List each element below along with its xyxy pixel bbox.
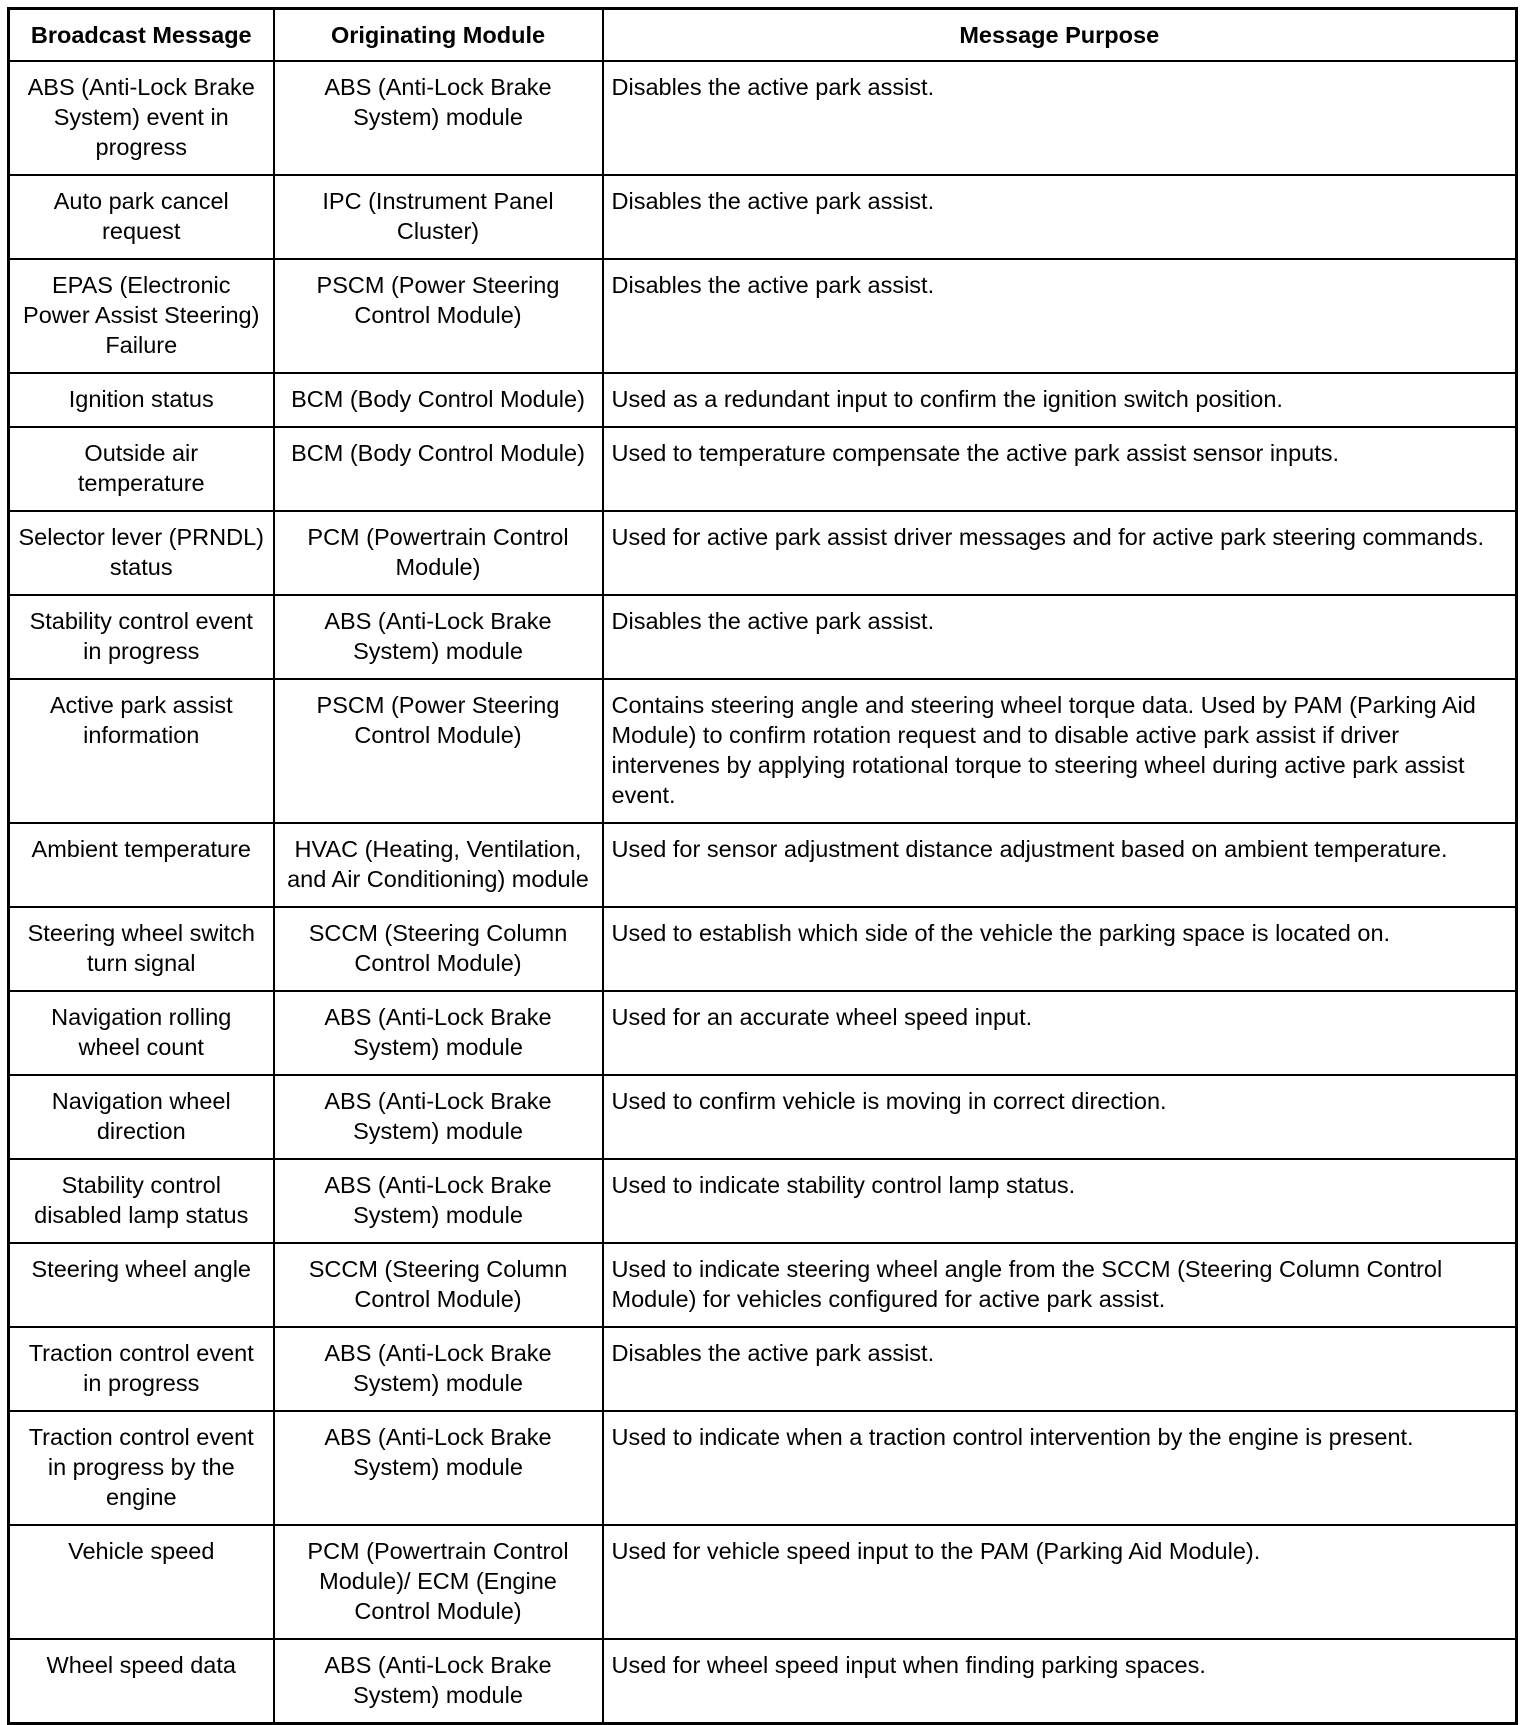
cell-originating-module: ABS (Anti-Lock Brake System) module <box>274 1639 603 1724</box>
cell-message-purpose: Used to temperature compensate the active park assist sensor inputs. <box>603 427 1517 511</box>
cell-message-purpose: Disables the active park assist. <box>603 1327 1517 1411</box>
table-row <box>9 1411 1517 1525</box>
table-row <box>9 1327 1517 1411</box>
cell-message-purpose: Used to indicate stability control lamp status. <box>603 1159 1517 1243</box>
header-message-purpose: Message Purpose <box>603 9 1517 62</box>
cell-broadcast-message: Ignition status <box>9 373 274 427</box>
table-row <box>9 595 1517 679</box>
cell-message-purpose: Contains steering angle and steering wheel torque data. Used by PAM (Parking Aid Module) to confirm rotation request and to disable active park assist if driver intervenes by applying rotational torque to steering wheel during active park assist event. <box>603 679 1517 823</box>
cell-originating-module: PCM (Powertrain Control Module)/ ECM (Engine Control Module) <box>274 1525 603 1639</box>
cell-message-purpose: Used as a redundant input to confirm the ignition switch position. <box>603 373 1517 427</box>
cell-message-purpose: Used for active park assist driver messages and for active park steering commands. <box>603 511 1517 595</box>
table-row <box>9 1075 1517 1159</box>
header-broadcast-message: Broadcast Message <box>9 9 274 62</box>
table-row <box>9 373 1517 427</box>
cell-broadcast-message: Wheel speed data <box>9 1639 274 1724</box>
cell-broadcast-message: Steering wheel angle <box>9 1243 274 1327</box>
table-row <box>9 823 1517 907</box>
header-row <box>9 9 1517 62</box>
table-row <box>9 259 1517 373</box>
table-row <box>9 61 1517 175</box>
cell-message-purpose: Used for sensor adjustment distance adjustment based on ambient temperature. <box>603 823 1517 907</box>
table-header <box>9 9 1517 62</box>
cell-broadcast-message: Traction control event in progress <box>9 1327 274 1411</box>
cell-message-purpose: Disables the active park assist. <box>603 175 1517 259</box>
table-row <box>9 175 1517 259</box>
cell-originating-module: ABS (Anti-Lock Brake System) module <box>274 991 603 1075</box>
cell-broadcast-message: Vehicle speed <box>9 1525 274 1639</box>
cell-originating-module: PSCM (Power Steering Control Module) <box>274 259 603 373</box>
cell-broadcast-message: ABS (Anti-Lock Brake System) event in progress <box>9 61 274 175</box>
table-row <box>9 427 1517 511</box>
cell-broadcast-message: Navigation wheel direction <box>9 1075 274 1159</box>
cell-broadcast-message: Ambient temperature <box>9 823 274 907</box>
cell-message-purpose: Disables the active park assist. <box>603 259 1517 373</box>
cell-originating-module: ABS (Anti-Lock Brake System) module <box>274 1075 603 1159</box>
table-row <box>9 1639 1517 1724</box>
table-body <box>9 61 1517 1724</box>
cell-originating-module: ABS (Anti-Lock Brake System) module <box>274 1159 603 1243</box>
broadcast-message-table <box>7 7 1518 1725</box>
table-row <box>9 991 1517 1075</box>
cell-broadcast-message: Outside air temperature <box>9 427 274 511</box>
cell-broadcast-message: EPAS (Electronic Power Assist Steering) Failure <box>9 259 274 373</box>
cell-originating-module: SCCM (Steering Column Control Module) <box>274 907 603 991</box>
cell-message-purpose: Used to establish which side of the vehicle the parking space is located on. <box>603 907 1517 991</box>
cell-message-purpose: Used for wheel speed input when finding parking spaces. <box>603 1639 1517 1724</box>
cell-broadcast-message: Traction control event in progress by the engine <box>9 1411 274 1525</box>
table-row <box>9 1159 1517 1243</box>
cell-originating-module: PSCM (Power Steering Control Module) <box>274 679 603 823</box>
table-row <box>9 1243 1517 1327</box>
cell-originating-module: HVAC (Heating, Ventilation, and Air Conditioning) module <box>274 823 603 907</box>
cell-broadcast-message: Selector lever (PRNDL) status <box>9 511 274 595</box>
cell-originating-module: BCM (Body Control Module) <box>274 373 603 427</box>
table-row <box>9 511 1517 595</box>
cell-message-purpose: Used to indicate when a traction control intervention by the engine is present. <box>603 1411 1517 1525</box>
header-originating-module: Originating Module <box>274 9 603 62</box>
cell-originating-module: ABS (Anti-Lock Brake System) module <box>274 61 603 175</box>
cell-originating-module: ABS (Anti-Lock Brake System) module <box>274 1327 603 1411</box>
cell-message-purpose: Disables the active park assist. <box>603 61 1517 175</box>
cell-message-purpose: Used to confirm vehicle is moving in correct direction. <box>603 1075 1517 1159</box>
table-row <box>9 907 1517 991</box>
cell-originating-module: SCCM (Steering Column Control Module) <box>274 1243 603 1327</box>
cell-message-purpose: Used for vehicle speed input to the PAM (Parking Aid Module). <box>603 1525 1517 1639</box>
cell-message-purpose: Disables the active park assist. <box>603 595 1517 679</box>
cell-broadcast-message: Steering wheel switch turn signal <box>9 907 274 991</box>
cell-broadcast-message: Stability control event in progress <box>9 595 274 679</box>
cell-broadcast-message: Auto park cancel request <box>9 175 274 259</box>
cell-message-purpose: Used to indicate steering wheel angle from the SCCM (Steering Column Control Module) for vehicles configured for active park assist. <box>603 1243 1517 1327</box>
cell-message-purpose: Used for an accurate wheel speed input. <box>603 991 1517 1075</box>
cell-broadcast-message: Navigation rolling wheel count <box>9 991 274 1075</box>
cell-originating-module: BCM (Body Control Module) <box>274 427 603 511</box>
table-row <box>9 679 1517 823</box>
cell-originating-module: ABS (Anti-Lock Brake System) module <box>274 1411 603 1525</box>
cell-originating-module: PCM (Powertrain Control Module) <box>274 511 603 595</box>
cell-broadcast-message: Stability control disabled lamp status <box>9 1159 274 1243</box>
cell-broadcast-message: Active park assist information <box>9 679 274 823</box>
document-page <box>7 7 1515 1725</box>
cell-originating-module: IPC (Instrument Panel Cluster) <box>274 175 603 259</box>
cell-originating-module: ABS (Anti-Lock Brake System) module <box>274 595 603 679</box>
table-row <box>9 1525 1517 1639</box>
